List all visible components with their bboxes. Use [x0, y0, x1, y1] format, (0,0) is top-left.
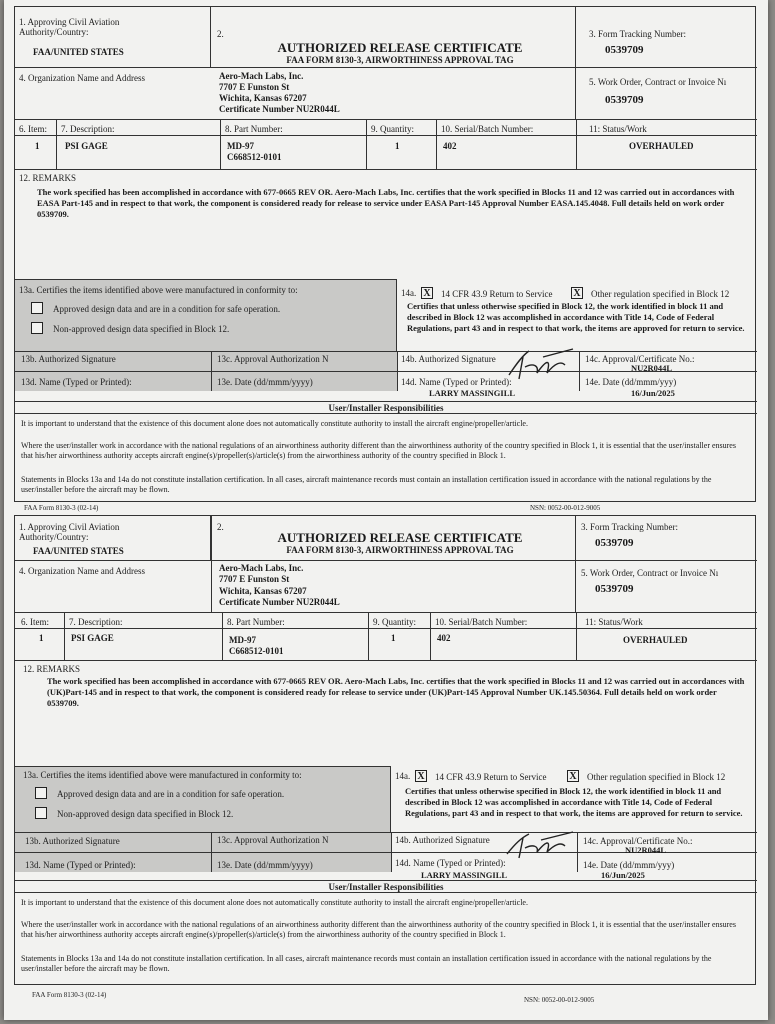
org-name: Aero-Mach Labs, Inc. [219, 563, 304, 573]
block-14a-option-2 [571, 284, 729, 302]
block-5-value: 0539709 [605, 94, 644, 106]
block-14d-label: 14d. Name (Typed or Printed): [395, 858, 506, 868]
block-13a-label: 13a. Certifies the items identified above were manufactured in conformity to: [23, 770, 302, 780]
authorized-signature [503, 343, 583, 383]
block-13d-label: 13d. Name (Typed or Printed): [25, 860, 136, 870]
document-sheet [4, 0, 768, 1020]
checkbox-other-regulation[interactable]: X [571, 287, 583, 299]
other-regulation-label: Other regulation specified in Block 12 [591, 289, 730, 299]
org-street: 7707 E Funston St [219, 82, 290, 92]
block-14d-label: 14d. Name (Typed or Printed): [401, 377, 512, 387]
remarks-label: 12. REMARKS [23, 664, 81, 674]
header-item: 6. Item: [21, 617, 49, 627]
block-1 [15, 516, 211, 560]
line [15, 413, 757, 414]
responsibilities-p1: It is important to understand that the existence of this document alone does not automatically constitute authority to install the aircraft engine/propeller/article. [21, 898, 528, 907]
responsibilities-p1: It is important to understand that the existence of this document alone does not automatically constitute authority to install the aircraft engine/propeller/article. [21, 419, 528, 428]
cell-description: PSI GAGE [71, 633, 114, 643]
block-13a-option-1 [31, 299, 280, 317]
checkbox-non-approved-design[interactable] [31, 322, 43, 334]
block-13e-label: 13e. Date (dd/mmm/yyyy) [217, 377, 313, 387]
block-4-label: 4. Organization Name and Address [19, 73, 146, 83]
checkbox-other-regulation[interactable]: X [567, 770, 579, 782]
responsibilities-p2: Where the user/installer work in accordance with the national regulations of an airworthiness authority different than the airworthiness authority of the country specified in Block 1, it is essential that the user/installer ensures that his/her airworthiness authority accepts aircraft engine(s)/propeller(s)/article(s) from the airworthiness authority of the country specified in Block 1. [21, 920, 736, 939]
block-14d-value: LARRY MASSINGILL [421, 870, 508, 880]
block-14a-text: Certifies that unless otherwise specified in Block 12, the work identified in block 11 and described in Block 12 was accomplished in accordance with Title 14, Code of Federal Regulations, part 43 and in respect to that work, the items are approved for return to service. [407, 301, 745, 333]
checkbox-non-approved-design[interactable] [35, 807, 47, 819]
block-14b-label: 14b. Authorized Signature [401, 354, 496, 364]
cell-serial: 402 [437, 633, 451, 643]
block-3-value: 0539709 [605, 44, 644, 56]
cell-item: 1 [35, 141, 40, 151]
block-14a-label: 14a. [401, 288, 417, 298]
responsibilities-p3: Statements in Blocks 13a and 14a do not constitute installation certification. In all cases, aircraft maintenance records must contain an installation certification issued in accordance with the national regulations by the user/installer before the aircraft may be flown. [21, 954, 712, 973]
cell-serial: 402 [443, 141, 457, 151]
cell-quantity: 1 [391, 633, 396, 643]
header-description: 7. Description: [69, 617, 123, 627]
block-14a-option-2 [567, 767, 725, 785]
form-1-footer-left: FAA Form 8130-3 (02-14) [24, 504, 99, 512]
block-13b-label: 13b. Authorized Signature [21, 354, 116, 364]
other-regulation-label: Other regulation specified in Block 12 [587, 772, 726, 782]
checkbox-return-to-service[interactable]: X [415, 770, 427, 782]
block-1-value: FAA/UNITED STATES [33, 546, 124, 556]
cell-part-number-2: C668512-0101 [229, 646, 284, 656]
line [15, 880, 757, 881]
org-cert: Certificate Number NU2R044L [219, 104, 340, 114]
option-1-label: Approved design data and are in a condition for safe operation. [53, 304, 281, 314]
block-14d-value: LARRY MASSINGILL [429, 388, 516, 398]
block-13a-label: 13a. Certifies the items identified above were manufactured in conformity to: [19, 285, 298, 295]
block-5-label: 5. Work Order, Contract or Invoice Nı [581, 568, 719, 578]
block-14c-label: 14c. Approval/Certificate No.: [583, 836, 693, 846]
header-status: 11: Status/Work [585, 617, 643, 627]
block-3-value: 0539709 [595, 537, 634, 549]
block-14a-option-1 [421, 284, 553, 302]
responsibilities-title: User/Installer Responsibilities [328, 882, 444, 892]
header-serial: 10. Serial/Batch Number: [441, 124, 534, 134]
block-13a-option-1 [35, 784, 284, 802]
option-2-label: Non-approved design data specified in Block 12. [53, 324, 230, 334]
cell-description: PSI GAGE [65, 141, 108, 151]
block-14a-text: Certifies that unless otherwise specified in Block 12, the work identified in block 11 and described in Block 12 was accomplished in accordance with Title 14, Code of Federal Regulations, part 43 and in respect to that work, the items are approved for return to service. [405, 786, 743, 818]
header-item: 6. Item: [19, 124, 47, 134]
line [15, 892, 757, 893]
block-14e-value: 16/Jun/2025 [601, 870, 645, 880]
org-city: Wichita, Kansas 67207 [219, 586, 307, 596]
cell-part-number-2: C668512-0101 [227, 152, 282, 162]
line [15, 401, 757, 402]
form-2-footer-left: FAA Form 8130-3 (02-14) [32, 991, 107, 999]
checkbox-approved-design[interactable] [35, 787, 47, 799]
return-to-service-label: 14 CFR 43.9 Return to Service [435, 772, 547, 782]
header-quantity: 9. Quantity: [371, 124, 414, 134]
block-14c-value: NU2R044L [631, 363, 673, 373]
block-13d-label: 13d. Name (Typed or Printed): [21, 377, 132, 387]
return-to-service-label: 14 CFR 43.9 Return to Service [441, 289, 553, 299]
checkbox-return-to-service[interactable]: X [421, 287, 433, 299]
line [211, 832, 212, 872]
block-5-value: 0539709 [595, 583, 634, 595]
form-1-footer-right: NSN: 0052-00-012-9005 [530, 504, 601, 512]
block-14c-label: 14c. Approval/Certificate No.: [585, 354, 695, 364]
authorized-signature [501, 824, 581, 864]
header-status: 11: Status/Work [589, 124, 647, 134]
cell-quantity: 1 [395, 141, 400, 151]
org-name: Aero-Mach Labs, Inc. [219, 71, 304, 81]
block-1 [15, 7, 211, 67]
block-14e-label: 14e. Date (dd/mmm/yyy) [583, 860, 675, 870]
org-street: 7707 E Funston St [219, 574, 290, 584]
block-13e-label: 13e. Date (dd/mmm/yyyy) [217, 860, 313, 870]
form-title: AUTHORIZED RELEASE CERTIFICATE [277, 530, 523, 545]
block-3-label: 3. Form Tracking Number: [589, 29, 687, 39]
block-14a-option-1 [415, 767, 547, 785]
block-1-value: FAA/UNITED STATES [33, 47, 124, 57]
line [397, 351, 398, 391]
option-1-label: Approved design data and are in a condition for safe operation. [57, 789, 285, 799]
cell-status: OVERHAULED [623, 635, 688, 645]
block-13c-label: 13c. Approval Authorization N [217, 835, 329, 845]
block-14e-value: 16/Jun/2025 [631, 388, 675, 398]
block-13b-label: 13b. Authorized Signature [25, 836, 120, 846]
block-5-label: 5. Work Order, Contract or Invoice Nı [589, 77, 727, 87]
block-13a-option-2 [35, 804, 233, 822]
form-title: AUTHORIZED RELEASE CERTIFICATE [277, 40, 523, 55]
line [211, 351, 212, 391]
block-13a-option-2 [31, 319, 229, 337]
cell-status: OVERHAULED [629, 141, 694, 151]
remarks-text: The work specified has been accomplished in accordance with 677-0665 REV OR. Aero-Mach Labs, Inc. certifies that the work specified in Blocks 11 and 12 was carried out in accordances with EASA Part-145 and in respect to that work, the component is considered ready for release to service under EASA Part-145 Approval Number EASA.145.4048. Full details held on work order 0539709. [37, 187, 735, 219]
form-subtitle: FAA FORM 8130-3, AIRWORTHINESS APPROVAL TAG [286, 545, 514, 555]
block-14e-label: 14e. Date (dd/mmm/yyy) [585, 377, 677, 387]
header-quantity: 9. Quantity: [373, 617, 416, 627]
org-city: Wichita, Kansas 67207 [219, 93, 307, 103]
form-subtitle: FAA FORM 8130-3, AIRWORTHINESS APPROVAL TAG [286, 55, 514, 65]
block-13c-label: 13c. Approval Authorization N [217, 354, 329, 364]
header-part-number: 8. Part Number: [227, 617, 285, 627]
remarks-block [15, 169, 757, 279]
checkbox-approved-design[interactable] [31, 302, 43, 314]
block-1-label: 1. Approving Civil Aviation Authority/Country: [19, 522, 120, 542]
responsibilities-title: User/Installer Responsibilities [328, 403, 444, 413]
block-14b-label: 14b. Authorized Signature [395, 835, 490, 845]
remarks-label: 12. REMARKS [19, 173, 77, 183]
block-14c-value: NU2R044L [625, 845, 667, 855]
block-1-label: 1. Approving Civil Aviation Authority/Country: [19, 17, 120, 37]
header-serial: 10. Serial/Batch Number: [435, 617, 528, 627]
header-part-number: 8. Part Number: [225, 124, 283, 134]
certificate-form-2 [14, 515, 756, 985]
block-2-label: 2. [217, 522, 224, 532]
header-description: 7. Description: [61, 124, 115, 134]
form-2-footer-right: NSN: 0052-00-012-9005 [524, 996, 595, 1004]
cell-part-number-1: MD-97 [227, 141, 254, 151]
remarks-text: The work specified has been accomplished in accordance with 677-0665 REV OR. Aero-Mach Labs, Inc. certifies that the work specified in Blocks 11 and 12 was carried out in accordances with (UK)Part-145 and in respect to that work, the component is considered ready for release to service under (UK)Part-145 Approval Number UK.145.50364. Full details held on work order 0539709. [47, 676, 745, 708]
responsibilities-p3: Statements in Blocks 13a and 14a do not constitute installation certification. In all cases, aircraft maintenance records must contain an installation certification issued in accordance with the national regulations by the user/installer before the aircraft may be flown. [21, 475, 712, 494]
line [391, 832, 392, 872]
block-14a-label: 14a. [395, 771, 411, 781]
certificate-form-1 [14, 6, 756, 502]
block-4-label: 4. Organization Name and Address [19, 566, 146, 576]
line [575, 67, 757, 68]
block-3-label: 3. Form Tracking Number: [581, 522, 679, 532]
block-2-label: 2. [217, 29, 224, 39]
org-cert: Certificate Number NU2R044L [219, 597, 340, 607]
cell-part-number-1: MD-97 [229, 635, 256, 645]
cell-item: 1 [39, 633, 44, 643]
line [211, 516, 212, 612]
option-2-label: Non-approved design data specified in Block 12. [57, 809, 234, 819]
responsibilities-p2: Where the user/installer work in accordance with the national regulations of an airworthiness authority different than the airworthiness authority of the country specified in Block 1, it is essential that the user/installer ensures that his/her airworthiness authority accepts aircraft engine(s)/propeller(s)/article(s) from the airworthiness authority of the country specified in Block 1. [21, 441, 736, 460]
